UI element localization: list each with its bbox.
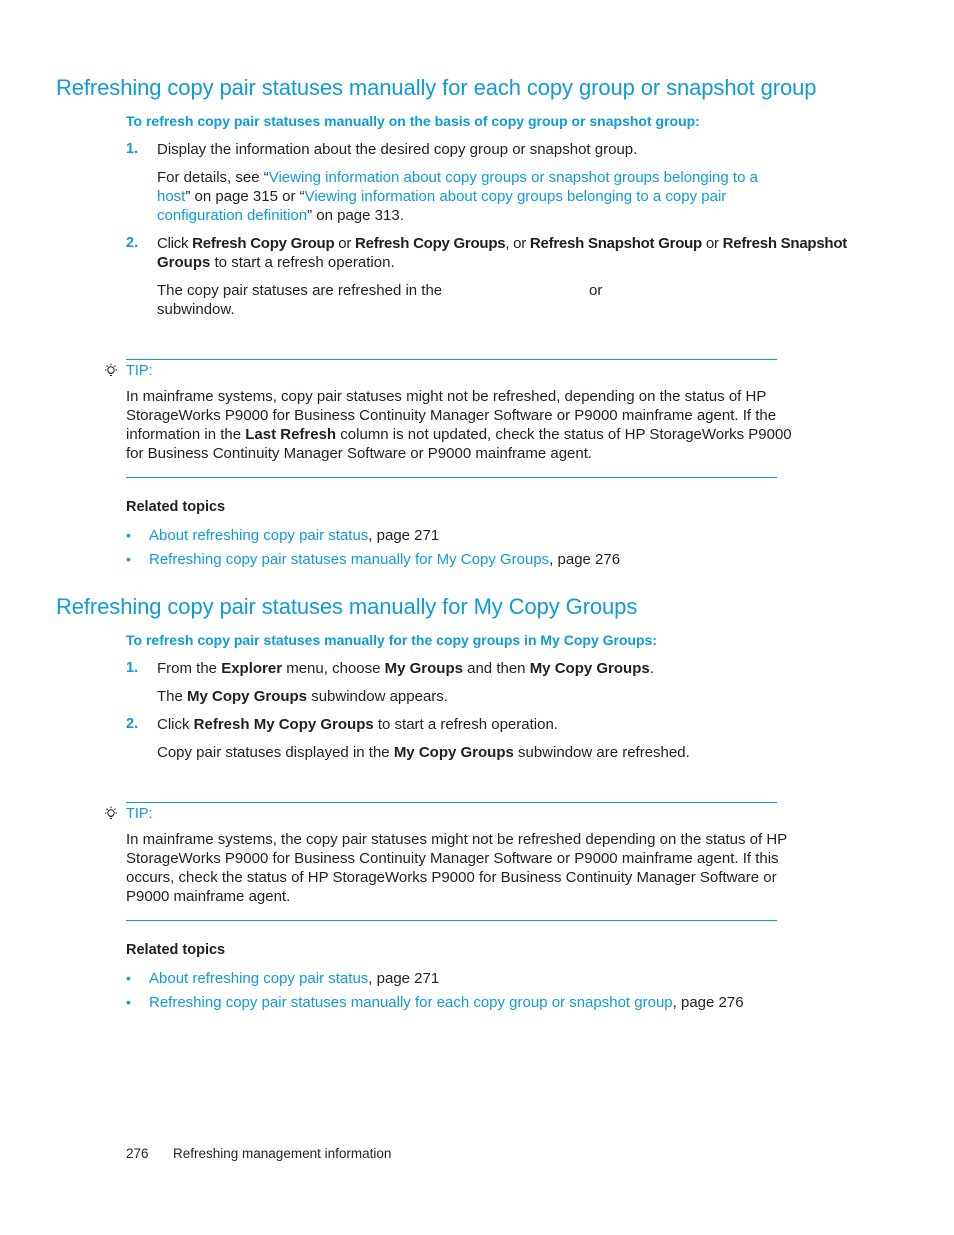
ui-label: Refresh Snapshot (722, 235, 847, 252)
section-heading: Refreshing copy pair statuses manually for each copy group or snapshot group (56, 75, 817, 100)
section-heading: Refreshing copy pair statuses manually for My Copy Groups (56, 594, 638, 619)
ui-label: Refresh Copy Groups (355, 235, 506, 252)
tip-line: StorageWorks P9000 for Business Continuity Manager Software or P9000 mainframe agent. If the (126, 407, 777, 424)
text-run: menu, choose (282, 660, 385, 677)
step-text: Display the information about the desired copy group or snapshot group. (157, 141, 638, 158)
text-run: subwindow are refreshed. (513, 744, 690, 761)
text-run: column is not updated, check the status of HP StorageWorks P9000 (336, 426, 792, 443)
ui-label: Refresh Copy Group (192, 235, 335, 252)
ui-label: My Copy Groups (529, 660, 650, 677)
list-item (149, 550, 620, 569)
chapter-title: Refreshing management information (173, 1146, 392, 1161)
step-text (157, 234, 847, 272)
related-link[interactable]: Refreshing copy pair statuses manually for each copy group or snapshot group (149, 994, 673, 1011)
bullet-icon: • (126, 970, 131, 986)
step-result: The copy pair statuses are refreshed in the (157, 282, 443, 299)
tip-bottom-rule (126, 920, 777, 921)
text-run: , or (505, 235, 530, 252)
viewing-copy-groups-host-link[interactable]: Viewing information about copy groups or snapshot groups belonging to a (268, 169, 758, 186)
related-link[interactable]: Refreshing copy pair statuses manually for My Copy Groups (149, 551, 550, 568)
tip-body (126, 830, 786, 906)
lightbulb-icon (103, 363, 119, 384)
text-run: Click (157, 716, 194, 733)
page-ref: , page 271 (368, 527, 440, 544)
bullet-icon: • (126, 994, 131, 1010)
ui-label: Last Refresh (245, 426, 337, 443)
related-link[interactable]: About refreshing copy pair status (149, 527, 369, 544)
detail-suffix: ” on page 313. (307, 207, 404, 224)
step-result-end: subwindow. (157, 301, 235, 318)
tip-bottom-rule (126, 477, 777, 478)
related-link[interactable]: About refreshing copy pair status (149, 970, 369, 987)
text-run: subwindow appears. (307, 688, 448, 705)
step-result-or: or (589, 282, 603, 299)
ui-label: My Groups (384, 660, 463, 677)
tip-top-rule (126, 802, 777, 803)
page-ref: , page 271 (368, 970, 440, 987)
tip-line: StorageWorks P9000 for Business Continuity Manager Software or P9000 mainframe agent. If this (126, 850, 779, 867)
viewing-copy-groups-pair-link-cont[interactable]: configuration definition (157, 207, 308, 224)
ui-label: Explorer (221, 660, 283, 677)
bullet-icon: • (126, 551, 131, 567)
ui-label: My Copy Groups (187, 688, 308, 705)
step-number: 2. (126, 235, 139, 251)
text-run: Click (157, 235, 193, 252)
ui-label: Refresh Snapshot Group (529, 235, 702, 252)
page-ref: , page 276 (672, 994, 744, 1011)
viewing-copy-groups-host-link-cont[interactable]: host (157, 188, 186, 205)
list-item (149, 526, 439, 545)
tip-label: TIP: (126, 363, 153, 379)
text-run: and then (462, 660, 530, 677)
list-item (149, 969, 439, 988)
tip-line: for Business Continuity Manager Software or P9000 mainframe agent. (126, 445, 593, 462)
detail-mid: ” on page 315 or “ (185, 188, 305, 205)
procedure-title: To refresh copy pair statuses manually on the basis of copy group or snapshot group: (126, 113, 700, 129)
ui-label: Groups (157, 254, 211, 271)
tip-body (126, 387, 792, 463)
tip-line: occurs, check the status of HP StorageWorks P9000 for Business Continuity Manager Software or (126, 869, 777, 886)
related-topics-title: Related topics (126, 942, 226, 958)
tip-label: TIP: (126, 806, 153, 822)
viewing-copy-groups-pair-link[interactable]: Viewing information about copy groups belonging to a copy pair (304, 188, 727, 205)
procedure-title: To refresh copy pair statuses manually for the copy groups in My Copy Groups: (126, 632, 658, 648)
step-result (157, 687, 448, 706)
text-run: or (334, 235, 356, 252)
list-item (149, 993, 744, 1012)
text-run: to start a refresh operation. (373, 716, 558, 733)
tip-line: P9000 mainframe agent. (126, 888, 291, 905)
step-text (157, 715, 558, 734)
step-number: 1. (126, 141, 139, 157)
page-ref: , page 276 (549, 551, 621, 568)
tip-top-rule (126, 359, 777, 360)
text-run: to start a refresh operation. (210, 254, 395, 271)
lightbulb-icon (103, 806, 119, 827)
step-detail (157, 168, 797, 225)
step-number: 1. (126, 660, 139, 676)
tip-line: In mainframe systems, copy pair statuses might not be refreshed, depending on the status of HP (126, 388, 767, 405)
related-topics-title: Related topics (126, 499, 226, 515)
step-number: 2. (126, 716, 139, 732)
step-result (157, 743, 690, 762)
text-run: . (649, 660, 654, 677)
text-run: information in the (126, 426, 246, 443)
detail-prefix: For details, see “ (157, 169, 269, 186)
text-run: Copy pair statuses displayed in the (157, 744, 394, 761)
bullet-icon: • (126, 527, 131, 543)
text-run: or (701, 235, 723, 252)
ui-label: My Copy Groups (393, 744, 514, 761)
tip-line: In mainframe systems, the copy pair statuses might not be refreshed depending on the status of HP (126, 831, 788, 848)
ui-label: Refresh My Copy Groups (193, 716, 374, 733)
page-number: 276 (126, 1146, 149, 1161)
text-run: From the (157, 660, 222, 677)
step-text (157, 659, 654, 678)
text-run: The (157, 688, 188, 705)
